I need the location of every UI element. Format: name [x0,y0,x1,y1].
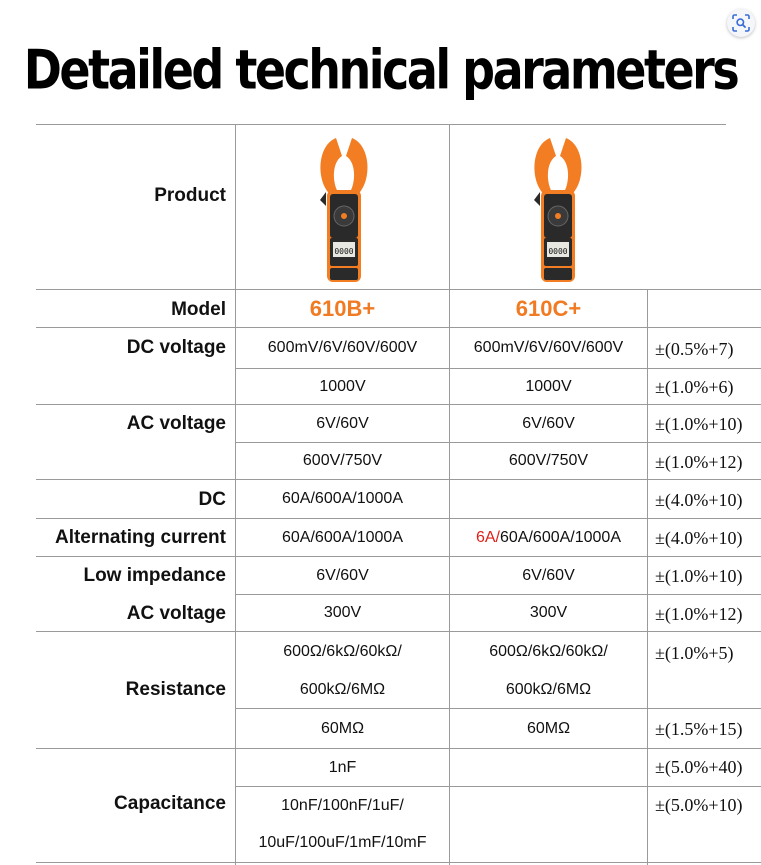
lcd-display-text: 0000 [548,247,568,256]
dc-voltage-accuracy: ±(1.0%+6) [655,377,734,397]
capacitance-610b-range: 1nF [328,758,357,776]
ac-current-610c-range [450,519,647,556]
row-label-low-impedance: Low impedance [83,565,226,586]
dc-voltage-accuracy: ±(0.5%+7) [655,339,734,359]
low-impedance-610b-range: 6V/60V [316,566,369,584]
capacitance-610b-range: 10nF/100nF/1uF/ [281,796,404,814]
row-label-low-impedance-ac: AC voltage [126,603,226,624]
resistance-610c-range: 600kΩ/6MΩ [505,680,592,698]
capacitance-accuracy: ±(5.0%+10) [655,795,743,815]
grid-line [36,862,761,863]
grid-line [36,124,726,125]
dc-voltage-610c-range: 600mV/6V/60V/600V [473,339,624,356]
low-impedance-610c-range: 6V/60V [522,566,575,584]
capacitance-accuracy: ±(5.0%+40) [655,757,743,777]
dc-current-accuracy: ±(4.0%+10) [655,490,743,510]
resistance-610c-range: 60MΩ [526,719,571,737]
ac-voltage-610c-range: 600V/750V [508,452,589,469]
row-label-dc-voltage: DC voltage [126,337,226,358]
resistance-accuracy: ±(1.0%+5) [655,643,734,663]
capacitance-610c-range [450,749,647,786]
page-title: Detailed technical parameters [23,38,738,102]
ac-voltage-accuracy: ±(1.0%+10) [655,414,743,434]
product-image-610b [314,134,374,284]
lcd-display-text: 0000 [334,247,354,256]
range-rest: 60A/600A/1000A [500,528,621,546]
resistance-accuracy: ±(1.5%+15) [655,719,743,739]
grid-line [36,631,761,632]
grid-line [647,289,648,865]
row-label-model: Model [171,299,226,320]
ac-current-accuracy: ±(4.0%+10) [655,528,743,548]
capacitance-610b-range: 10uF/100uF/1mF/10mF [258,834,427,851]
dc-voltage-610b-range: 600mV/6V/60V/600V [267,339,418,356]
dc-voltage-610c-range: 1000V [525,377,572,395]
dc-voltage-610b-range: 1000V [319,377,366,395]
resistance-610c-range: 600Ω/6kΩ/60kΩ/ [489,643,608,660]
visual-search-button[interactable] [727,9,755,37]
row-label-dc: DC [198,489,226,510]
visual-search-icon [732,14,750,32]
low-impedance-accuracy: ±(1.0%+10) [655,566,743,586]
highlight-range: 6A/ [475,528,500,546]
ac-current-610b-range: 60A/600A/1000A [282,528,403,546]
low-impedance-accuracy: ±(1.0%+12) [655,604,743,624]
resistance-610b-range: 600kΩ/6MΩ [299,680,386,698]
dc-current-610b-range: 60A/600A/1000A [282,490,403,507]
row-label-product: Product [154,185,226,206]
product-image-610c [528,134,588,284]
low-impedance-610c-range: 300V [529,604,568,621]
ac-voltage-accuracy: ±(1.0%+12) [655,452,743,472]
ac-voltage-610b-range: 600V/750V [302,452,383,469]
capacitance-610c-range [450,787,647,824]
ac-voltage-610b-range: 6V/60V [316,414,369,432]
dc-current-610c-range [450,480,647,518]
grid-line [36,289,761,290]
low-impedance-610b-range: 300V [323,604,362,621]
model-name-610c: 610C+ [515,296,582,321]
row-label-ac-voltage: AC voltage [126,413,226,434]
row-label-resistance: Resistance [125,679,226,700]
row-label-alternating-current: Alternating current [54,527,226,548]
row-label-capacitance: Capacitance [114,793,226,814]
ac-voltage-610c-range: 6V/60V [522,414,575,432]
resistance-610b-range: 60MΩ [320,719,365,737]
resistance-610b-range: 600Ω/6kΩ/60kΩ/ [283,643,402,660]
model-name-610b: 610B+ [309,296,376,321]
